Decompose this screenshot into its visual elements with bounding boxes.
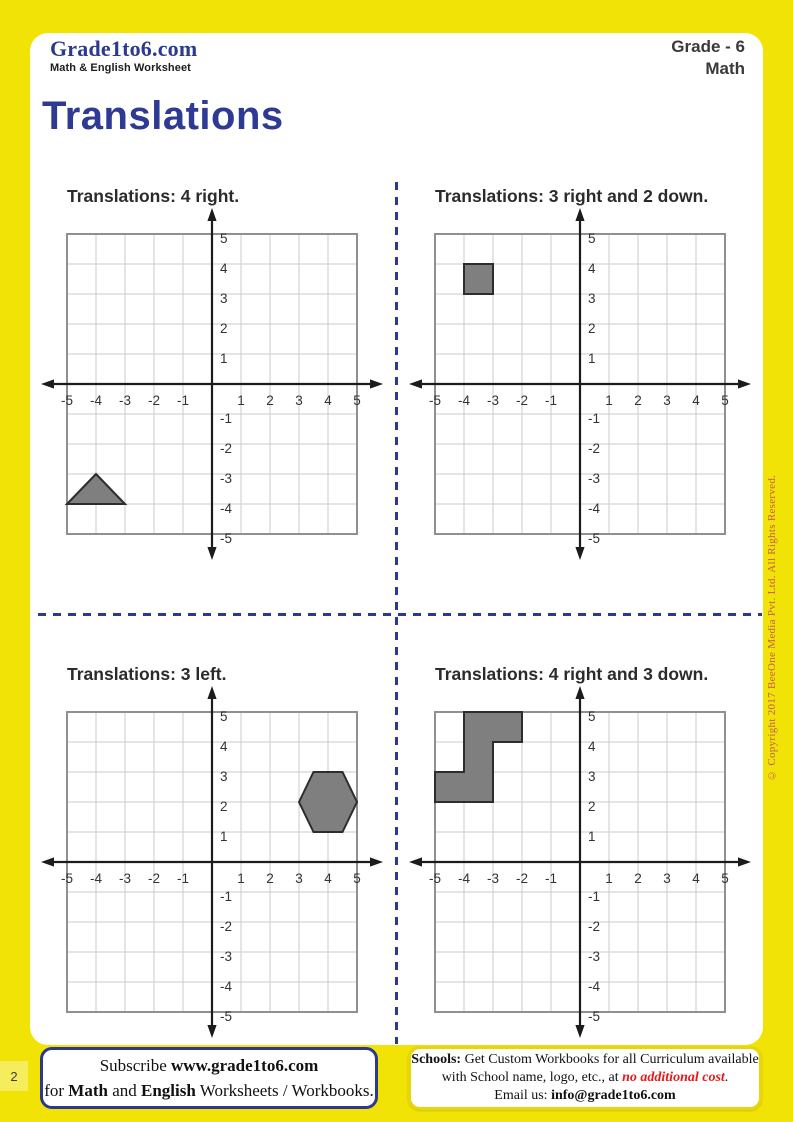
svg-text:-4: -4 (220, 979, 233, 994)
coordinate-grid (37, 206, 393, 568)
svg-text:2: 2 (220, 799, 228, 814)
svg-text:3: 3 (588, 769, 596, 784)
logo-subtitle: Math & English Worksheet (50, 62, 191, 74)
svg-text:-2: -2 (515, 871, 529, 886)
svg-text:1: 1 (220, 829, 228, 844)
svg-text:3: 3 (295, 871, 303, 886)
site-logo: Grade1to6.com (50, 36, 198, 61)
schools-footer-box (408, 1046, 762, 1110)
svg-text:-3: -3 (588, 471, 601, 486)
svg-text:4: 4 (324, 393, 332, 408)
svg-text:3: 3 (220, 769, 228, 784)
svg-text:-1: -1 (544, 393, 558, 408)
svg-text:1: 1 (588, 351, 596, 366)
svg-text:2: 2 (266, 393, 274, 408)
svg-text:5: 5 (588, 709, 596, 724)
svg-text:5: 5 (721, 393, 729, 408)
svg-text:-5: -5 (588, 531, 601, 546)
coordinate-grid (37, 684, 393, 1046)
svg-text:5: 5 (588, 231, 596, 246)
svg-text:-5: -5 (60, 393, 74, 408)
svg-text:3: 3 (295, 393, 303, 408)
svg-text:5: 5 (220, 709, 228, 724)
panel-instruction: Translations: 3 left. (67, 664, 227, 684)
svg-text:-4: -4 (220, 501, 233, 516)
svg-text:3: 3 (663, 393, 671, 408)
svg-text:-5: -5 (60, 871, 74, 886)
svg-text:-3: -3 (118, 393, 132, 408)
svg-text:-1: -1 (220, 889, 233, 904)
schools-line-1: Schools: Get Custom Workbooks for all Curriculum available (411, 1052, 759, 1067)
svg-text:-1: -1 (176, 871, 190, 886)
panel-instruction: Translations: 4 right. (67, 186, 240, 206)
panel-bottom-left (37, 664, 393, 1046)
svg-text:3: 3 (588, 291, 596, 306)
shape-step-polygon (435, 712, 522, 802)
panel-instruction: Translations: 4 right and 3 down. (435, 664, 709, 684)
svg-text:4: 4 (692, 871, 700, 886)
page-number: 2 (0, 1061, 28, 1091)
svg-text:-5: -5 (220, 1009, 233, 1024)
svg-text:-5: -5 (428, 393, 442, 408)
svg-text:5: 5 (721, 871, 729, 886)
svg-text:4: 4 (324, 871, 332, 886)
svg-text:-3: -3 (220, 949, 233, 964)
svg-text:2: 2 (220, 321, 228, 336)
svg-text:-4: -4 (89, 393, 103, 408)
svg-text:-3: -3 (588, 949, 601, 964)
svg-text:1: 1 (605, 871, 613, 886)
svg-text:2: 2 (634, 393, 642, 408)
svg-text:-4: -4 (588, 979, 601, 994)
subscribe-footer-box (40, 1047, 378, 1109)
svg-text:3: 3 (220, 291, 228, 306)
svg-text:-1: -1 (588, 411, 601, 426)
svg-text:-5: -5 (220, 531, 233, 546)
coordinate-grid (405, 206, 761, 568)
svg-text:2: 2 (588, 799, 596, 814)
svg-text:4: 4 (588, 261, 596, 276)
svg-text:2: 2 (266, 871, 274, 886)
svg-text:1: 1 (220, 351, 228, 366)
panel-top-left (37, 186, 393, 568)
shape-triangle (67, 474, 125, 504)
svg-text:-5: -5 (428, 871, 442, 886)
schools-line-2: with School name, logo, etc., at no additional cost. (441, 1070, 729, 1085)
svg-text:4: 4 (588, 739, 596, 754)
shape-square (464, 264, 493, 294)
svg-text:4: 4 (220, 739, 228, 754)
subject-label: Math (705, 59, 745, 78)
svg-text:-4: -4 (457, 393, 471, 408)
svg-text:1: 1 (237, 393, 245, 408)
page-title: Translations (42, 94, 284, 138)
schools-line-3: Email us: info@grade1to6.com (494, 1088, 676, 1103)
svg-text:1: 1 (237, 871, 245, 886)
svg-text:4: 4 (692, 393, 700, 408)
svg-text:2: 2 (588, 321, 596, 336)
panel-bottom-right (405, 664, 761, 1046)
svg-text:-1: -1 (220, 411, 233, 426)
svg-text:-5: -5 (588, 1009, 601, 1024)
svg-text:-4: -4 (89, 871, 103, 886)
svg-text:1: 1 (588, 829, 596, 844)
svg-text:-2: -2 (147, 871, 161, 886)
svg-text:-1: -1 (176, 393, 190, 408)
svg-text:4: 4 (220, 261, 228, 276)
svg-text:5: 5 (220, 231, 228, 246)
svg-text:-3: -3 (486, 393, 500, 408)
grade-subject-label (671, 36, 745, 80)
copyright-notice: © Copyright 2017 BeeOne Media Pvt. Ltd. All Rights Reserved. (766, 474, 778, 781)
svg-text:3: 3 (663, 871, 671, 886)
svg-text:-2: -2 (588, 919, 601, 934)
svg-text:-2: -2 (147, 393, 161, 408)
svg-text:5: 5 (353, 871, 361, 886)
subscribe-line-1: Subscribe www.grade1to6.com (99, 1056, 319, 1075)
svg-text:5: 5 (353, 393, 361, 408)
dashed-divider-horizontal (38, 613, 762, 616)
panel-top-right (405, 186, 761, 568)
svg-text:-4: -4 (588, 501, 601, 516)
svg-text:-3: -3 (486, 871, 500, 886)
shape-hexagon (299, 772, 357, 832)
svg-text:-2: -2 (220, 441, 233, 456)
svg-text:2: 2 (634, 871, 642, 886)
svg-text:-2: -2 (515, 393, 529, 408)
svg-text:-4: -4 (457, 871, 471, 886)
svg-text:-3: -3 (118, 871, 132, 886)
svg-text:-2: -2 (588, 441, 601, 456)
svg-text:-1: -1 (544, 871, 558, 886)
grade-label: Grade - 6 (671, 37, 745, 56)
svg-text:-1: -1 (588, 889, 601, 904)
svg-text:1: 1 (605, 393, 613, 408)
panel-instruction: Translations: 3 right and 2 down. (435, 186, 709, 206)
svg-text:-2: -2 (220, 919, 233, 934)
coordinate-grid (405, 684, 761, 1046)
subscribe-line-2: for Math and English Worksheets / Workbooks. (44, 1081, 374, 1100)
svg-text:-3: -3 (220, 471, 233, 486)
